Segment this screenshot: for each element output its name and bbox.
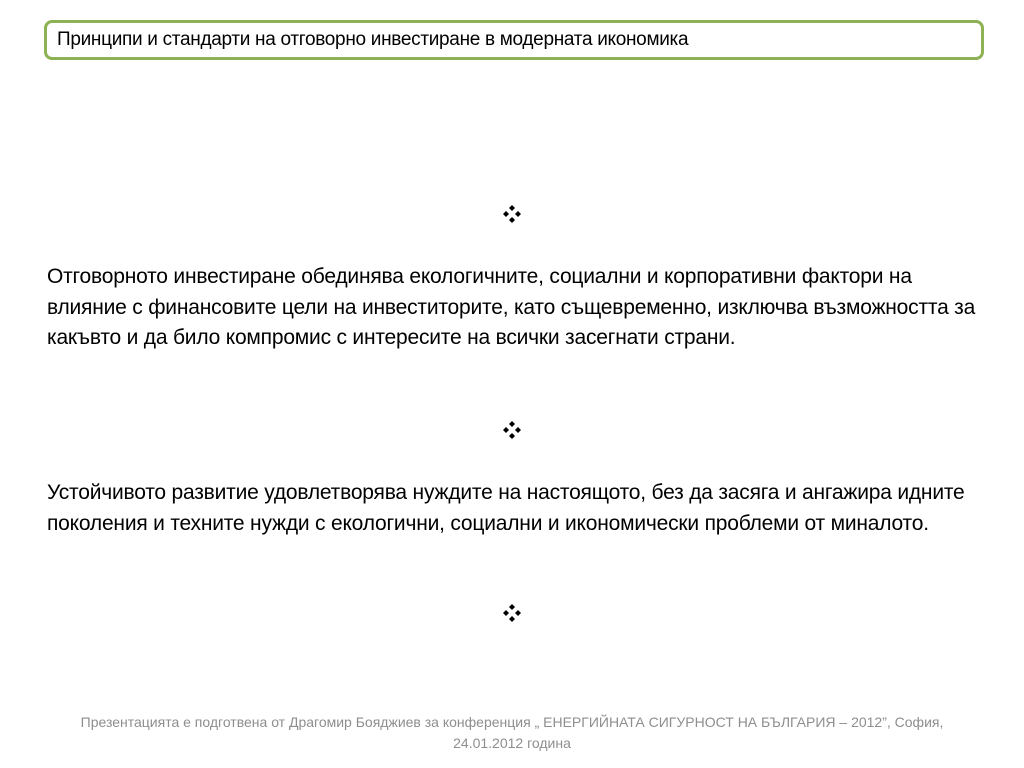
footer (20, 712, 1004, 754)
footer-line-1: Презентацията е подготвена от Драгомир Бояджиев за конференция „ ЕНЕРГИЙНАТА СИГУРНОСТ НА БЪЛГАРИЯ – 2012”, София, (80, 714, 944, 730)
bullet-3 (0, 604, 1024, 624)
four-diamond-bullet-icon (502, 421, 522, 439)
paragraph-responsible-investment: Отговорното инвестиране обединява екологичните, социални и корпоративни фактори на влияние с финансовите цели на инвеститорите, като същевременно, изключва възможността за какъвто и да било компромис с интересите на всички засегнати страни. (47, 265, 976, 349)
four-diamond-bullet-icon (502, 604, 522, 622)
paragraph-sustainable-development: Устойчивото развитие удовлетворява нуждите на настоящото, без да засяга и ангажира идните поколения и техните нужди с екологични, социални и икономически проблеми от миналото. (47, 481, 965, 535)
footer-line-2: 24.01.2012 година (453, 735, 571, 751)
bullet-2 (0, 421, 1024, 441)
four-diamond-bullet-icon (502, 205, 522, 223)
bullet-1 (0, 205, 1024, 225)
title-box (44, 20, 984, 60)
slide-title: Принципи и стандарти на отговорно инвестиране в модерната икономика (57, 29, 689, 50)
